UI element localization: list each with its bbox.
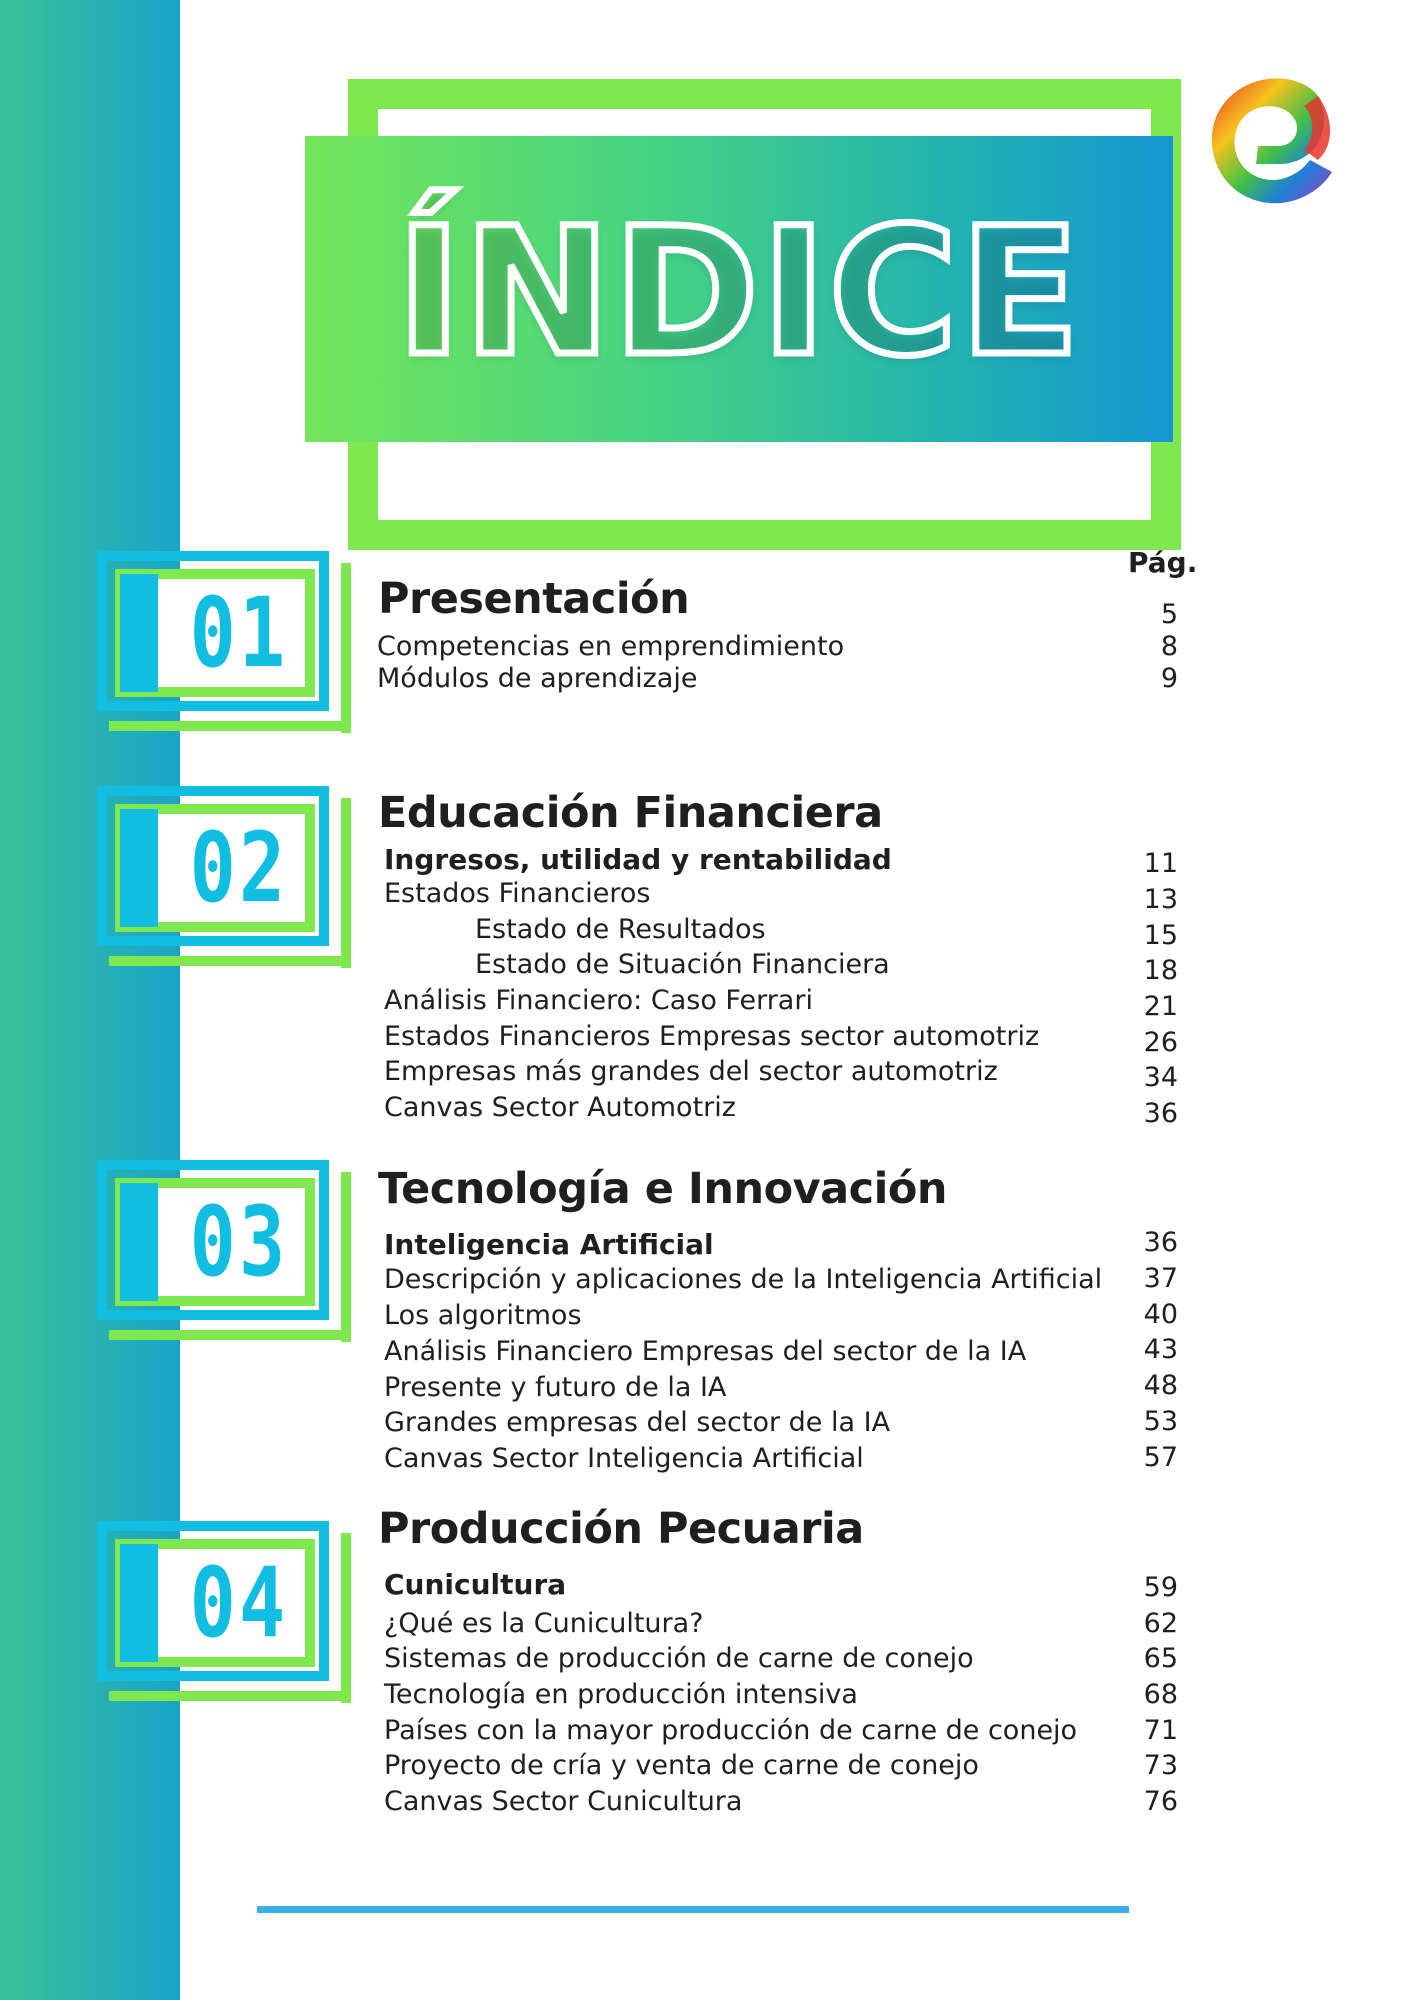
section-heading: Presentación (378, 574, 690, 624)
toc-page-number: 57 (1143, 1442, 1178, 1473)
section-number: 01 (189, 577, 289, 689)
toc-page-number: 13 (1143, 884, 1178, 915)
toc-entry[interactable]: Canvas Sector Inteligencia Artificial (384, 1443, 864, 1474)
section-number-box-03 (97, 1160, 341, 1332)
toc-page-number: 37 (1143, 1263, 1178, 1294)
section-heading: Educación Financiera (378, 788, 883, 838)
toc-page-number: 36 (1143, 1098, 1178, 1129)
toc-page-number: 76 (1143, 1786, 1178, 1817)
toc-entry[interactable]: Descripción y aplicaciones de la Inteligencia Artificial (384, 1264, 1103, 1295)
toc-entry[interactable]: Módulos de aprendizaje (377, 663, 698, 694)
toc-page-number: 36 (1143, 1227, 1178, 1258)
toc-entry[interactable]: Empresas más grandes del sector automotriz (384, 1056, 998, 1087)
title-banner (305, 136, 1173, 442)
toc-page-number: 5 (1160, 599, 1178, 630)
page-title: ÍNDICE (396, 189, 1082, 395)
toc-subheading[interactable]: Ingresos, utilidad y rentabilidad (384, 843, 892, 876)
toc-page-number: 21 (1143, 991, 1178, 1022)
toc-page-number: 59 (1143, 1572, 1178, 1603)
toc-page-number: 40 (1143, 1299, 1178, 1330)
toc-entry[interactable]: Canvas Sector Cunicultura (384, 1786, 743, 1817)
toc-entry[interactable]: Análisis Financiero Empresas del sector de la IA (384, 1336, 1027, 1367)
toc-entry[interactable]: Canvas Sector Automotriz (384, 1092, 736, 1123)
toc-page-number: 26 (1143, 1027, 1178, 1058)
toc-page-number: 8 (1160, 631, 1178, 662)
footer-divider (257, 1906, 1129, 1913)
page-column-label: Pág. (1128, 546, 1198, 579)
section-number: 02 (189, 812, 289, 924)
toc-subheading[interactable]: Inteligencia Artificial (384, 1228, 714, 1261)
toc-entry[interactable]: Estado de Situación Financiera (475, 949, 890, 980)
section-heading: Producción Pecuaria (378, 1504, 864, 1554)
toc-page-number: 53 (1143, 1406, 1178, 1437)
toc-page-number: 43 (1143, 1334, 1178, 1365)
toc-entry[interactable]: Grandes empresas del sector de la IA (384, 1407, 891, 1438)
toc-page-number: 68 (1143, 1679, 1178, 1710)
toc-page-number: 62 (1143, 1608, 1178, 1639)
section-number-box-04 (97, 1521, 341, 1693)
toc-page-number: 48 (1143, 1370, 1178, 1401)
toc-entry[interactable]: Tecnología en producción intensiva (384, 1679, 858, 1710)
toc-entry[interactable]: Estados Financieros (384, 878, 651, 909)
toc-entry[interactable]: Países con la mayor producción de carne de conejo (384, 1715, 1078, 1746)
toc-entry[interactable]: ¿Qué es la Cunicultura? (384, 1608, 704, 1639)
toc-page-number: 11 (1143, 848, 1178, 879)
section-number-box-02 (97, 786, 341, 958)
toc-entry[interactable]: Presente y futuro de la IA (384, 1372, 727, 1403)
section-number-box-01 (97, 551, 341, 723)
section-number: 04 (189, 1547, 289, 1659)
toc-subheading[interactable]: Cunicultura (384, 1568, 567, 1601)
brand-logo-icon (1200, 64, 1352, 216)
toc-page-number: 9 (1160, 663, 1178, 694)
section-heading: Tecnología e Innovación (378, 1164, 948, 1214)
toc-entry[interactable]: Estados Financieros Empresas sector automotriz (384, 1021, 1040, 1052)
toc-entry[interactable]: Estado de Resultados (475, 914, 766, 945)
toc-page-number: 73 (1143, 1750, 1178, 1781)
toc-entry[interactable]: Sistemas de producción de carne de conejo (384, 1643, 974, 1674)
toc-page-number: 71 (1143, 1715, 1178, 1746)
toc-entry[interactable]: Los algoritmos (384, 1300, 582, 1331)
toc-page-number: 18 (1143, 955, 1178, 986)
toc-entry[interactable]: Competencias en emprendimiento (377, 631, 845, 662)
toc-page-number: 65 (1143, 1643, 1178, 1674)
toc-page-number: 34 (1143, 1062, 1178, 1093)
toc-entry[interactable]: Análisis Financiero: Caso Ferrari (384, 985, 813, 1016)
toc-page-number: 15 (1143, 920, 1178, 951)
toc-entry[interactable]: Proyecto de cría y venta de carne de conejo (384, 1750, 979, 1781)
section-number: 03 (189, 1186, 289, 1298)
